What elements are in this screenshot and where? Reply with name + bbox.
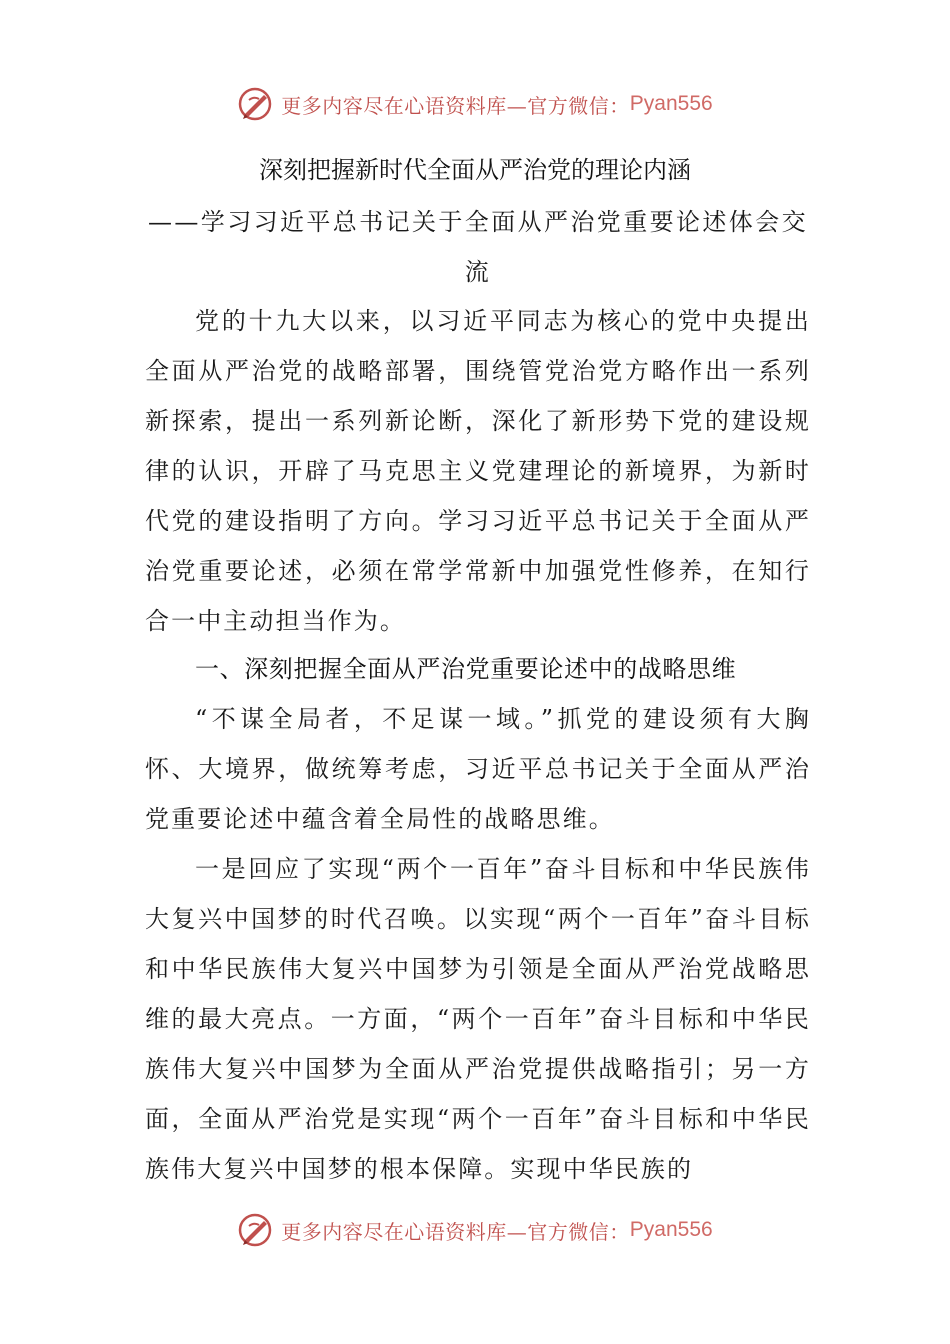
document-subtitle: ——学习习近平总书记关于全面从严治党重要论述体会交流 bbox=[148, 208, 808, 286]
pen-logo-icon bbox=[237, 1212, 273, 1248]
watermark-wechat-id: Pyan556 bbox=[629, 1218, 713, 1241]
watermark-header bbox=[0, 82, 950, 126]
document-title: 深刻把握新时代全面从严治党的理论内涵 bbox=[259, 156, 691, 184]
watermark-text: 更多内容尽在心语资料库—官方微信： bbox=[281, 1219, 630, 1244]
watermark-footer bbox=[0, 1208, 950, 1252]
intro-paragraph: 党的十九大以来，以习近平同志为核心的党中央提出全面从严治党的战略部署，围绕管党治党方略作出一系列新探索，提出一系列新论断，深化了新形势下党的建设规律的认识，开辟了马克思主义党建理论的新境界，为新时代党的建设指明了方向。学习习近平总书记关于全面从严治党重要论述，必须在常学常新中加强党性修养，在知行合一中主动担当作为。 bbox=[145, 307, 811, 635]
watermark-text: 更多内容尽在心语资料库—官方微信： bbox=[281, 93, 630, 118]
pen-logo-icon bbox=[237, 86, 273, 122]
watermark-wechat-id: Pyan556 bbox=[629, 92, 713, 115]
section-paragraph: 一是回应了实现“两个一百年”奋斗目标和中华民族伟大复兴中国梦的时代召唤。以实现“两个一百年”奋斗目标和中华民族伟大复兴中国梦为引领是全面从严治党战略思维的最大亮点。一方面，“两个一百年”奋斗目标和中华民族伟大复兴中国梦为全面从严治党提供战略指引；另一方面，全面从严治党是实现“两个一百年”奋斗目标和中华民族伟大复兴中国梦的根本保障。实现中华民族的 bbox=[145, 855, 811, 1183]
section-paragraph: “不谋全局者，不足谋一域。”抓党的建设须有大胸怀、大境界，做统筹考虑，习近平总书记关于全面从严治党重要论述中蕴含着全局性的战略思维。 bbox=[145, 705, 811, 833]
section-heading: 一、深刻把握全面从严治党重要论述中的战略思维 bbox=[195, 655, 737, 683]
